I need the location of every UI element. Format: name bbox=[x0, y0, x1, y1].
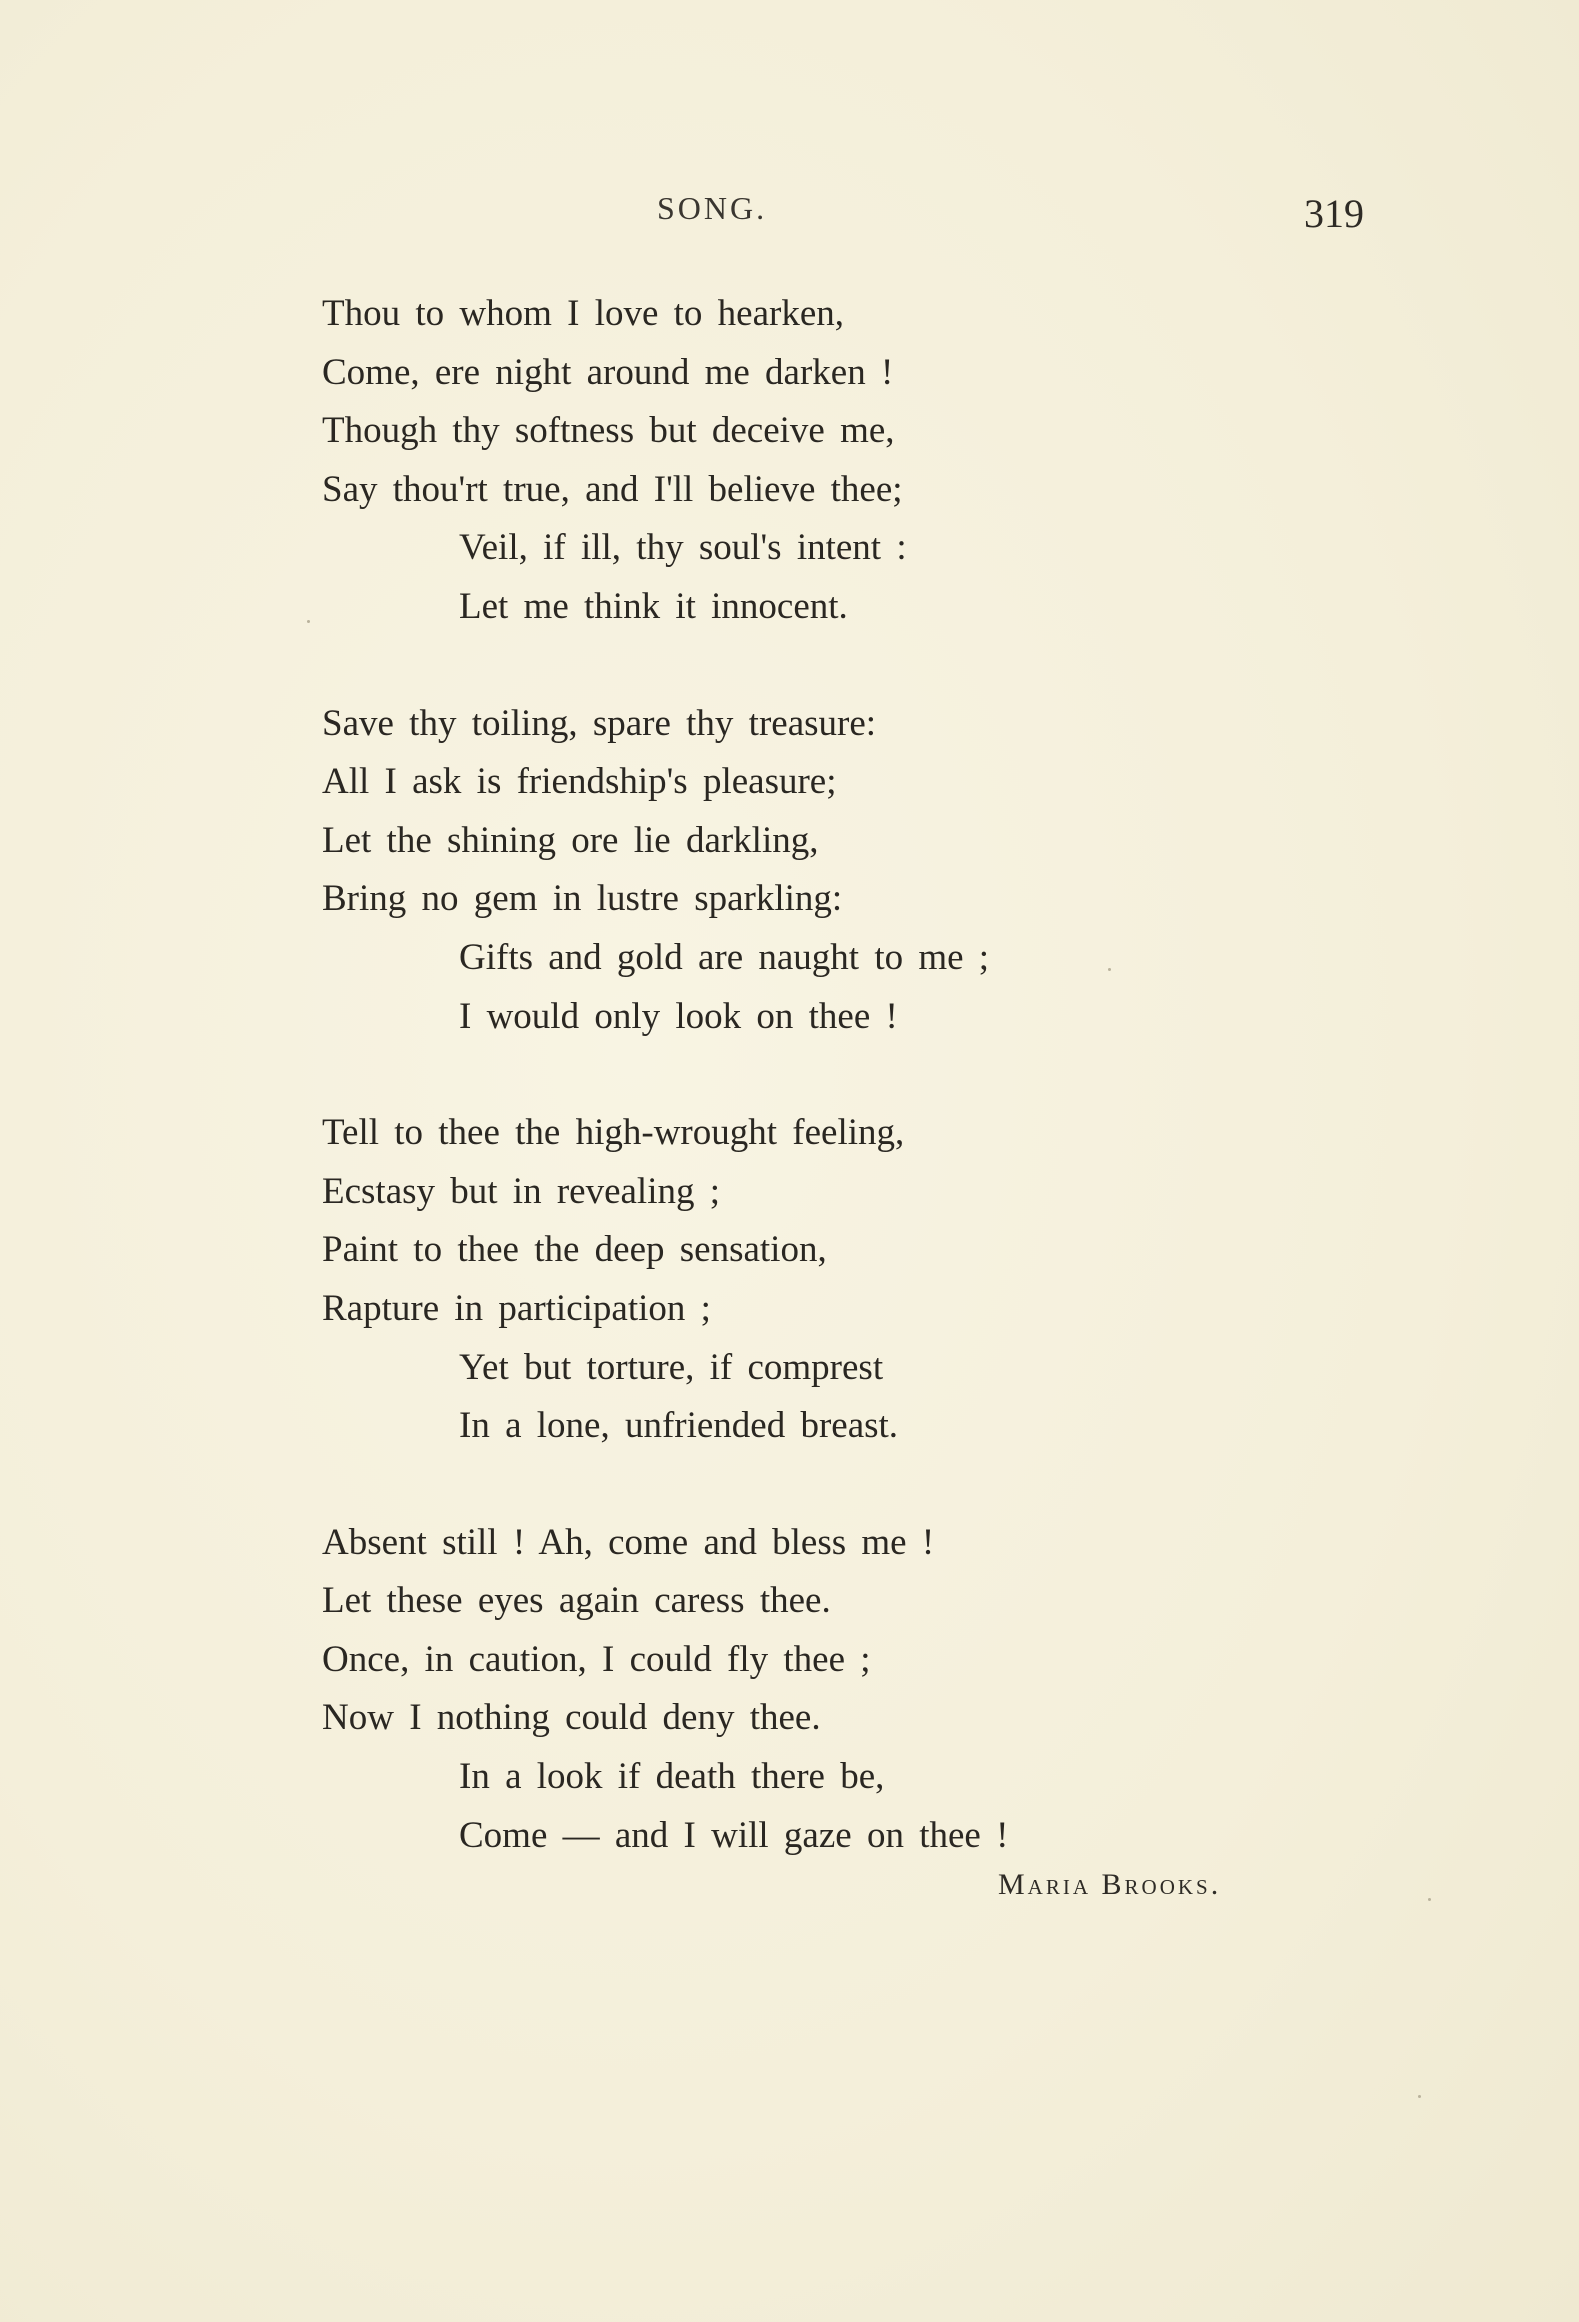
poem-line: Though thy softness but deceive me, bbox=[322, 410, 895, 452]
paper-speck bbox=[1418, 2095, 1421, 2098]
page-number: 319 bbox=[1304, 191, 1364, 236]
poem-line: Paint to thee the deep sensation, bbox=[322, 1229, 827, 1271]
poem-line-indented: In a lone, unfriended breast. bbox=[459, 1405, 899, 1447]
poem-line-indented: Yet but torture, if comprest bbox=[459, 1346, 884, 1388]
stanza-4 bbox=[322, 1514, 1322, 1866]
poem-line-indented: Veil, if ill, thy soul's intent : bbox=[459, 527, 907, 569]
poem-line: All I ask is friendship's pleasure; bbox=[322, 761, 837, 803]
poem-line: Ecstasy but in revealing ; bbox=[322, 1170, 721, 1212]
poem-line: Tell to thee the high-wrought feeling, bbox=[322, 1112, 905, 1154]
poem-line: Say thou'rt true, and I'll believe thee; bbox=[322, 468, 903, 510]
poem-line: Now I nothing could deny thee. bbox=[322, 1697, 821, 1739]
paper-speck bbox=[307, 620, 310, 623]
poem-line: Let the shining ore lie darkling, bbox=[322, 819, 819, 861]
poem-line: Let these eyes again caress thee. bbox=[322, 1580, 831, 1622]
poem-line-indented: Come — and I will gaze on thee ! bbox=[459, 1814, 1009, 1856]
stanza-1 bbox=[322, 285, 1322, 637]
paper-speck bbox=[1108, 968, 1111, 971]
poem-line-indented: In a look if death there be, bbox=[459, 1756, 885, 1798]
stanza-2 bbox=[322, 695, 1322, 1047]
running-title: SONG. bbox=[657, 190, 768, 226]
running-head bbox=[0, 190, 1579, 240]
poem-line: Once, in caution, I could fly thee ; bbox=[322, 1638, 871, 1680]
author-attribution: Maria Brooks. bbox=[998, 1868, 1222, 1901]
poem-line: Absent still ! Ah, come and bless me ! bbox=[322, 1521, 935, 1563]
paper-speck bbox=[1428, 1898, 1431, 1901]
stanza-3 bbox=[322, 1104, 1322, 1456]
poem-line: Bring no gem in lustre sparkling: bbox=[322, 878, 843, 920]
poem-line-indented: I would only look on thee ! bbox=[459, 995, 898, 1037]
poem-line: Rapture in participation ; bbox=[322, 1287, 711, 1329]
poem-line: Come, ere night around me darken ! bbox=[322, 351, 894, 393]
poem-line: Save thy toiling, spare thy treasure: bbox=[322, 702, 877, 744]
poem-line: Thou to whom I love to hearken, bbox=[322, 293, 845, 334]
poem-line-indented: Let me think it innocent. bbox=[459, 585, 848, 627]
poem-line-indented: Gifts and gold are naught to me ; bbox=[459, 936, 990, 978]
poem bbox=[322, 285, 1322, 1923]
